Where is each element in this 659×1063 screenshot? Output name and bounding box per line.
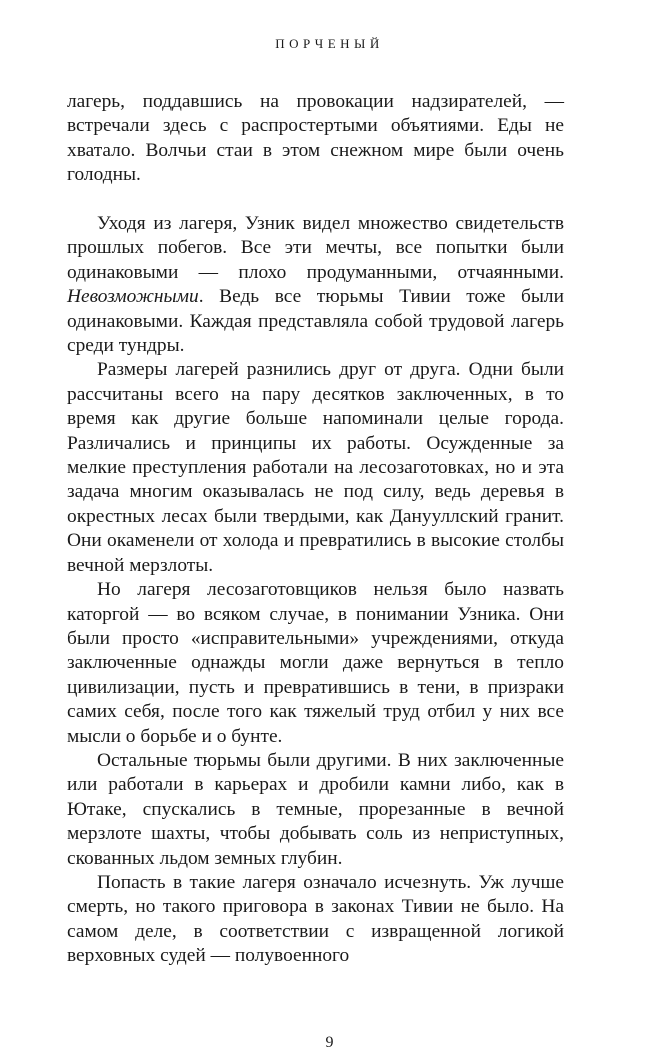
paragraph-3 — [67, 358, 564, 578]
paragraph-text: Остальные тюрьмы были другими. В них заключенные или работали в карьерах и дробили камни либо, как в Ютаке, спускались в темные, прорезанные в вечной мерзлоте шахты, чтобы добывать соль из неприступных, скованных льдом земных глубин. — [67, 749, 564, 869]
paragraph-text: Попасть в такие лагеря означало исчезнуть. Уж лучше смерть, но такого приговора в законах Тивии не было. На самом деле, в соответствии с извращенной логикой верховных судей — полувоенного — [67, 871, 564, 967]
paragraph-text: Но лагеря лесозаготовщиков нельзя было назвать каторгой — во всяком случае, в понимании Узника. Они были просто «исправительными» учреждениями, откуда заключенные однажды могли даже вернуться в тепло цивилизации, пусть и превратившись в тени, в призраки самих себя, после того как тяжелый труд отбил у них все мысли о борьбе и о бунте. — [67, 579, 564, 747]
paragraph-1 — [67, 90, 564, 188]
body-text — [67, 90, 564, 969]
emphasis-text: Невозможными — [67, 286, 199, 308]
paragraph-2 — [67, 212, 564, 358]
paragraph-4 — [67, 578, 564, 749]
paragraph-text: . Ведь все тюрьмы Тивии тоже были одинаковыми. Каждая представляла собой трудовой лагерь среди тундры. — [67, 286, 564, 357]
paragraph-text: Уходя из лагеря, Узник видел множество свидетельств прошлых побегов. Все эти мечты, все попытки были одинаковыми — плохо продуманными, отчаянными. — [67, 213, 564, 283]
paragraph-text: лагерь, поддавшись на провокации надзирателей, — встречали здесь с распростертыми объятиями. Еды не хватало. Волчьи стаи в этом снежном мире были очень голодны. — [67, 91, 564, 186]
paragraph-text: Размеры лагерей разнились друг от друга. Одни были рассчитаны всего на пару десятков заключенных, в то время как другие больше напоминали целые города. Различались и принципы их работы. Осужденные за мелкие преступления работали на лесозаготовках, но и эта задача многим оказывалась не под силу, ведь деревья в окрестных лесах были твердыми, как Данууллский гранит. Они окаменели от холода и превратились в высокие столбы вечной мерзлоты. — [67, 359, 564, 576]
paragraph-6 — [67, 871, 564, 969]
page-number: 9 — [325, 1034, 334, 1051]
running-head: ПОРЧЕНЫЙ — [275, 36, 384, 51]
paragraph-5 — [67, 749, 564, 871]
